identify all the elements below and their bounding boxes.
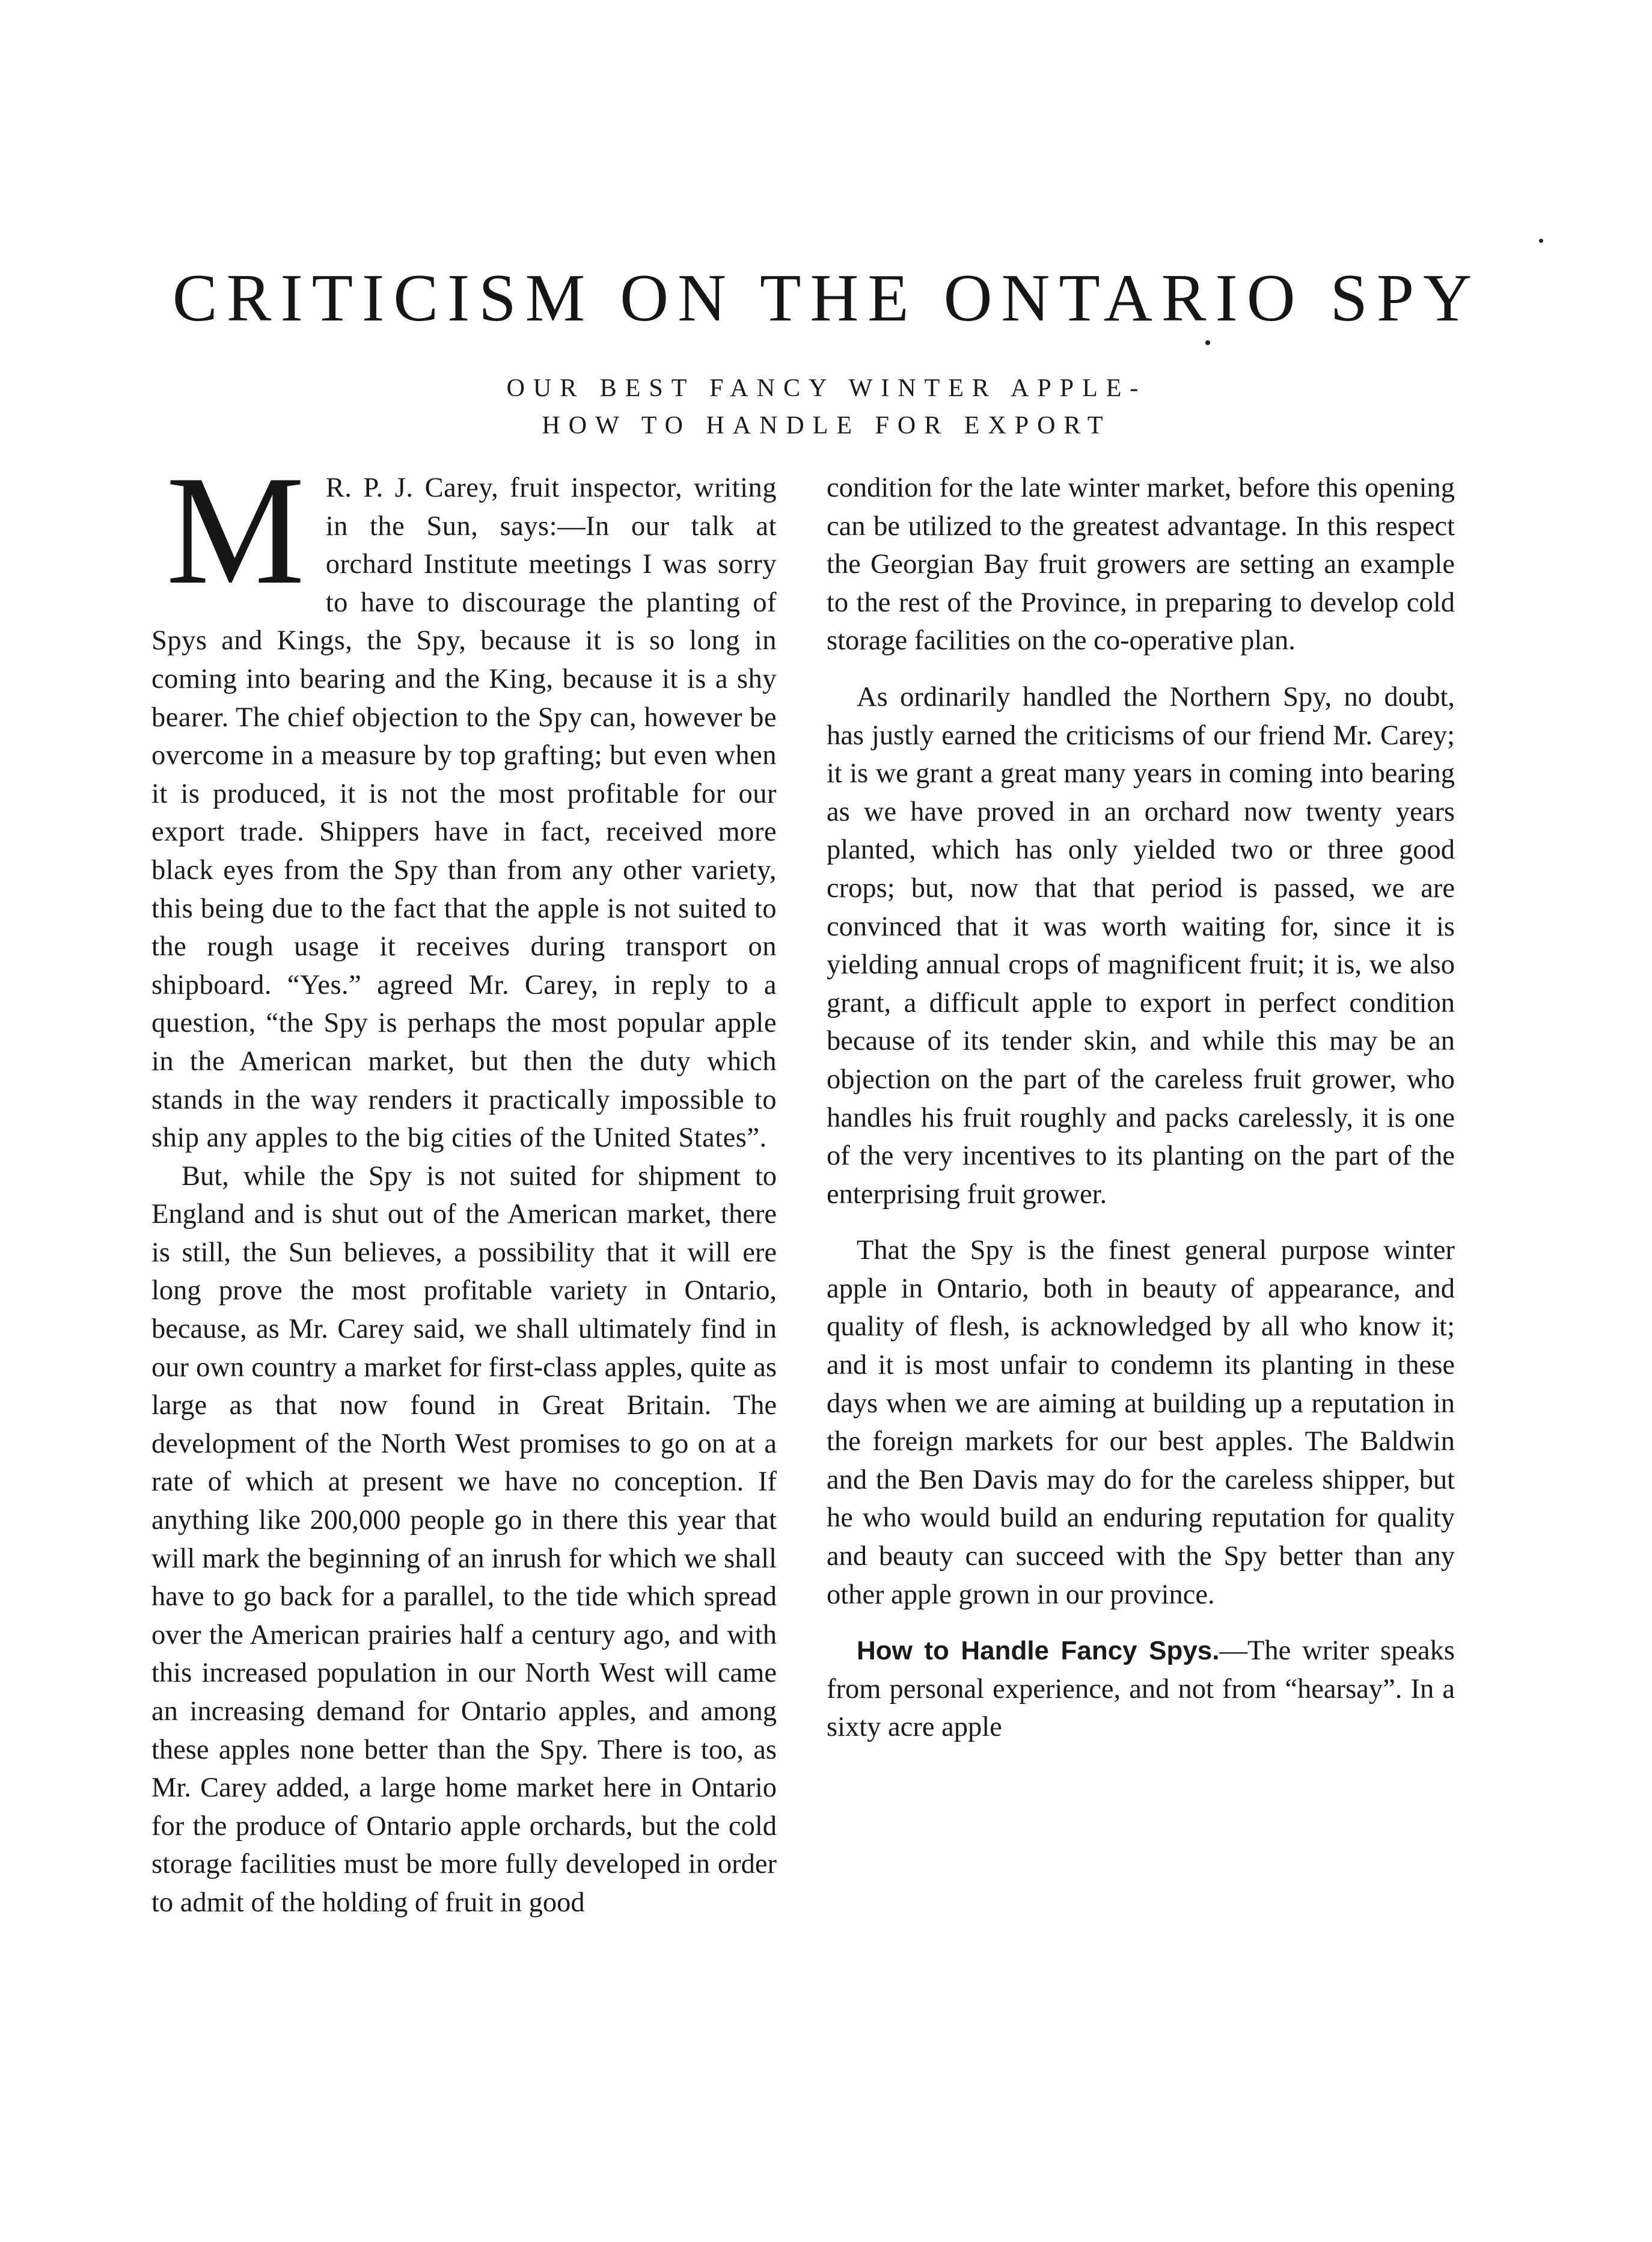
paragraph: condition for the late winter market, before this opening can be utilized to the greatest advantage. In this respect the Georgian Bay fruit growers are setting an example to the rest of the Province, in preparing to develop cold storage facilities on the co-operative plan. (827, 473, 1455, 657)
paragraph (827, 1632, 1455, 1747)
paragraph: But, while the Spy is not suited for shipment to England and is shut out of the American market, there is still, the Sun believes, a possibility that it will ere long prove the most profitable variety in Ontario, because, as Mr. Carey said, we shall ultimately find in our own country a market for first-class apples, quite as large as that now found in Great Britain. The development of the North West promises to go on at a rate of which at present we have no conception. If anything like 200,000 people go in there this year that will mark the beginning of an inrush for which we shall have to go back for a parallel, to the tide which spread over the American prairies half a century ago, and with this increased population in our North West will came an increasing demand for Ontario apples, and among these apples none better than the Spy. There is too, as Mr. Carey added, a large home market here in Ontario for the produce of Ontario apple orchards, but the cold storage facilities must be more fully developed in order to admit of the holding of fruit in good (151, 1160, 777, 1918)
left-column (151, 444, 777, 1922)
paragraph: That the Spy is the finest general purpose winter apple in Ontario, both in beauty of appearance, and quality of flesh, is acknowledged by all who know it; and it is most unfair to condemn its planting in these days when we are aiming at building up a reputation in the foreign markets for our best apples. The Baldwin and the Ben Davis may do for the careless shipper, but he who would build an enduring reputation for quality and beauty can succeed with the Spy better than any other apple grown in our province. (827, 1235, 1455, 1610)
article-title: CRITICISM ON THE ONTARIO SPY (172, 261, 1481, 335)
print-speck (1539, 239, 1543, 243)
subtitle-line-2: HOW TO HANDLE FOR EXPORT (542, 412, 1112, 440)
drop-cap: M (166, 444, 305, 617)
article-subtitle (301, 370, 1353, 444)
paragraph-opening-text: R. P. J. Carey, fruit inspector, writing in the Sun, says:—In our talk at orchard Institute meetings I was sorry to have to discourage the planting of Spys and Kings, the Spy, because it is so long in coming into bearing and the King, because it is a shy bearer. The chief objection to the Spy can, however be overcome in a measure by top grafting; but even when it is produced, it is not the most profitable for our export trade. Shippers have in fact, received more black eyes from the Spy than from any other variety, this being due to the fact that the apple is not suited to the rough usage it receives during transport on shipboard. “Yes.” agreed Mr. Carey, in reply to a question, “the Spy is perhaps the most popular apple in the American market, but then the duty which stands in the way renders it practically impossible to ship any apples to the big cities of the United States”. (151, 473, 777, 1154)
print-speck (1205, 340, 1210, 345)
paragraph-opening (151, 444, 777, 1157)
subtitle-line-1: OUR BEST FANCY WINTER APPLE- (506, 375, 1147, 402)
paragraph: As ordinarily handled the Northern Spy, no doubt, has justly earned the criticisms of our friend Mr. Carey; it is we grant a great many years in coming into bearing as we have proved in an orchard now twenty years planted, which has only yielded two or three good crops; but, now that that period is passed, we are convinced that it was worth waiting for, since it is yielding annual crops of magnificent fruit; it is, we also grant, a difficult apple to export in perfect condition because of its tender skin, and while this may be an objection on the part of the careless fruit grower, who handles his fruit roughly and packs carelessly, it is one of the very incentives to its planting on the part of the enterprising fruit grower. (827, 681, 1455, 1210)
right-column (827, 469, 1455, 1747)
section-heading: How to Handle Fancy Spys. (857, 1636, 1220, 1666)
section-text: —The writer speaks from personal experience, and not from “hearsay”. In a sixty acre apple (827, 1635, 1455, 1743)
